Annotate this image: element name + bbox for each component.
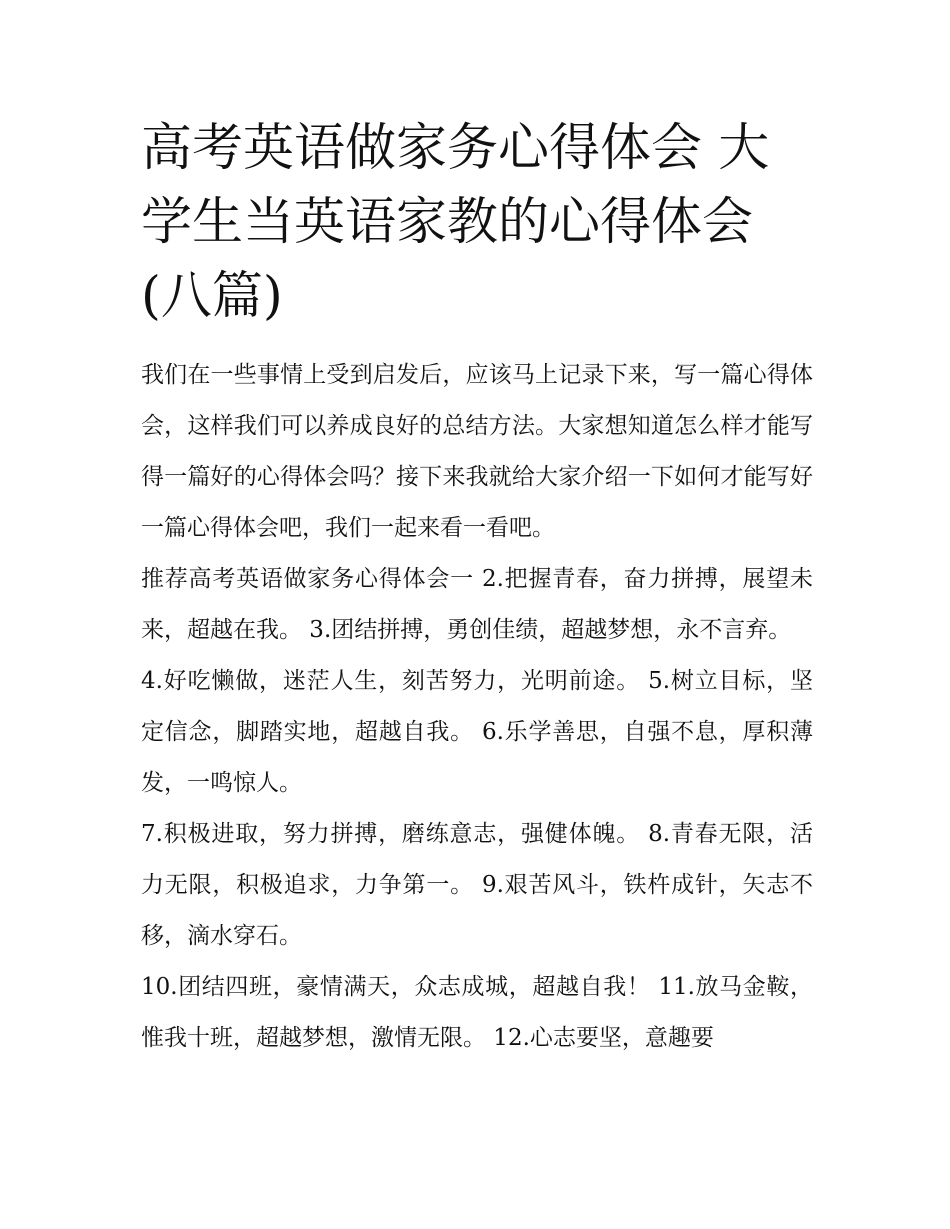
paragraph-slogans-2: 4.好吃懒做，迷茫人生，刻苦努力，光明前途。 5.树立目标，坚定信念，脚踏实地，超越自我。 6.乐学善思，自强不息，厚积薄发，一鸣惊人。 [141, 668, 813, 796]
document-title: 高考英语做家务心得体会 大学生当英语家教的心得体会(八篇) [141, 119, 770, 326]
paragraph-intro: 我们在一些事情上受到启发后，应该马上记录下来，写一篇心得体会，这样我们可以养成良好的总结方法。大家想知道怎么样才能写得一篇好的心得体会吗？接下来我就给大家介绍一下如何才能写好一篇心得体会吧，我们一起来看一看吧。 [141, 362, 813, 541]
paragraph-slogans-3: 7.积极进取，努力拼搏，磨练意志，强健体魄。 8.青春无限，活力无限，积极追求，力争第一。 9.艰苦风斗，铁杵成针，矢志不移，滴水穿石。 [141, 821, 813, 949]
paragraph-slogans-1: 推荐高考英语做家务心得体会一 2.把握青春，奋力拼搏，展望未来，超越在我。 3.团结拼搏，勇创佳绩，超越梦想，永不言弃。 [141, 566, 813, 643]
paragraph-slogans-4: 10.团结四班，豪情满天，众志成城，超越自我！ 11.放马金鞍，惟我十班，超越梦想，激情无限。 12.心志要坚，意趣要 [141, 974, 813, 1051]
document-page [141, 112, 813, 1064]
